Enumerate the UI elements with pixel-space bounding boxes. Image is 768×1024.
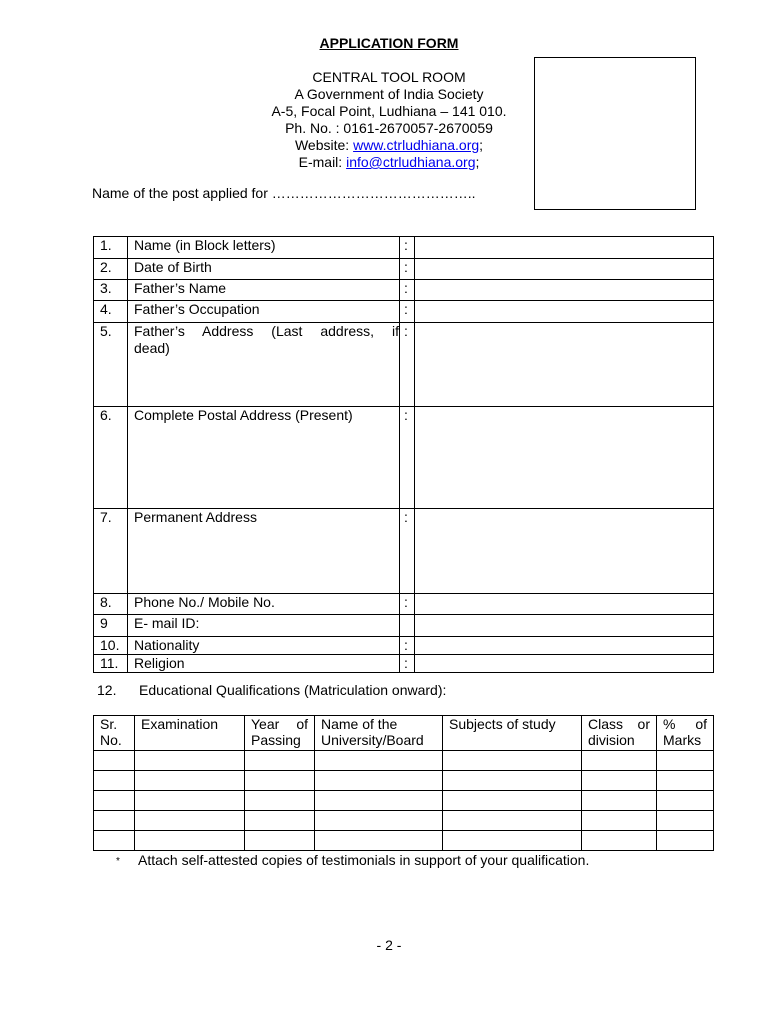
field-label (128, 323, 400, 407)
field-label: Nationality (128, 637, 400, 655)
attachment-note (116, 852, 589, 868)
page-number: - 2 - (376, 937, 402, 953)
table-row (94, 751, 714, 771)
field-number: 3. (94, 280, 128, 301)
field-colon: : (400, 509, 415, 594)
table-row (94, 301, 714, 323)
field-number: 9 (94, 615, 128, 637)
col-header-exam: Examination (135, 716, 245, 751)
field-number: 8. (94, 594, 128, 615)
note-text: Attach self-attested copies of testimonials in support of your qualification. (138, 852, 590, 868)
table-row (94, 771, 714, 791)
email-label: E-mail: (298, 154, 347, 170)
table-row (94, 831, 714, 851)
field-number: 6. (94, 407, 128, 509)
name-input[interactable] (415, 237, 714, 259)
field-label: Father’s Name (128, 280, 400, 301)
website-link[interactable]: www.ctrludhiana.org (353, 137, 480, 153)
religion-input[interactable] (415, 655, 714, 673)
table-row (94, 323, 714, 407)
form-title: APPLICATION FORM (319, 35, 459, 51)
photo-box (534, 57, 696, 210)
email-input[interactable] (415, 615, 714, 637)
permanent-address-input[interactable] (415, 509, 714, 594)
postal-address-input[interactable] (415, 407, 714, 509)
col-header-class: Class or division (582, 716, 657, 751)
field-colon: : (400, 323, 415, 407)
table-row (94, 594, 714, 615)
field-label-line1: Father’s Address (Last address, if (134, 323, 399, 339)
field-colon: : (400, 259, 415, 280)
field-label: Date of Birth (128, 259, 400, 280)
field-label: Name (in Block letters) (128, 237, 400, 259)
col-header-year: Year of Passing (245, 716, 315, 751)
table-row (94, 280, 714, 301)
education-table (93, 715, 714, 851)
field-label: Religion (128, 655, 400, 673)
table-row (94, 811, 714, 831)
phone-input[interactable] (415, 594, 714, 615)
col-header-marks: % of Marks (657, 716, 714, 751)
table-row (94, 655, 714, 673)
asterisk-icon: * (116, 856, 120, 867)
education-number: 12. (97, 682, 117, 698)
email-link[interactable]: info@ctrludhiana.org (346, 154, 476, 170)
table-row (94, 615, 714, 637)
field-number: 1. (94, 237, 128, 259)
field-colon: : (400, 237, 415, 259)
col-header-sr: Sr. No. (94, 716, 135, 751)
table-row (94, 407, 714, 509)
father-occupation-input[interactable] (415, 301, 714, 323)
table-row (94, 509, 714, 594)
table-row (94, 791, 714, 811)
field-label: Complete Postal Address (Present) (128, 407, 400, 509)
personal-details-table (93, 236, 714, 673)
col-header-university: Name of the University/Board (315, 716, 443, 751)
field-number: 7. (94, 509, 128, 594)
education-header-row (94, 716, 714, 751)
col-header-subjects: Subjects of study (443, 716, 582, 751)
org-phone: Ph. No. : 0161-2670057-2670059 (285, 120, 493, 136)
field-colon: : (400, 280, 415, 301)
field-label: Father’s Occupation (128, 301, 400, 323)
field-number: 10. (94, 637, 128, 655)
field-number: 4. (94, 301, 128, 323)
field-number: 2. (94, 259, 128, 280)
father-address-input[interactable] (415, 323, 714, 407)
table-row (94, 637, 714, 655)
field-number: 11. (94, 655, 128, 673)
field-colon: : (400, 594, 415, 615)
website-label: Website: (294, 137, 354, 153)
field-label: E- mail ID: (128, 615, 400, 637)
website-sep: ; (479, 137, 484, 153)
field-colon: : (400, 637, 415, 655)
education-heading-text: Educational Qualifications (Matriculation onward): (139, 682, 447, 698)
field-label: Phone No./ Mobile No. (128, 594, 400, 615)
org-name: CENTRAL TOOL ROOM (312, 69, 466, 85)
field-number: 5. (94, 323, 128, 407)
post-applied-line: Name of the post applied for …………………………………….. (92, 185, 476, 201)
education-heading (97, 682, 446, 698)
field-colon: : (400, 407, 415, 509)
org-subtitle: A Government of India Society (294, 86, 484, 102)
field-colon: : (400, 655, 415, 673)
field-label-line2: dead) (134, 340, 170, 356)
dob-input[interactable] (415, 259, 714, 280)
email-sep: ; (475, 154, 480, 170)
table-row (94, 259, 714, 280)
field-label: Permanent Address (128, 509, 400, 594)
field-colon: : (400, 301, 415, 323)
org-address: A-5, Focal Point, Ludhiana – 141 010. (271, 103, 507, 119)
table-row (94, 237, 714, 259)
father-name-input[interactable] (415, 280, 714, 301)
nationality-input[interactable] (415, 637, 714, 655)
